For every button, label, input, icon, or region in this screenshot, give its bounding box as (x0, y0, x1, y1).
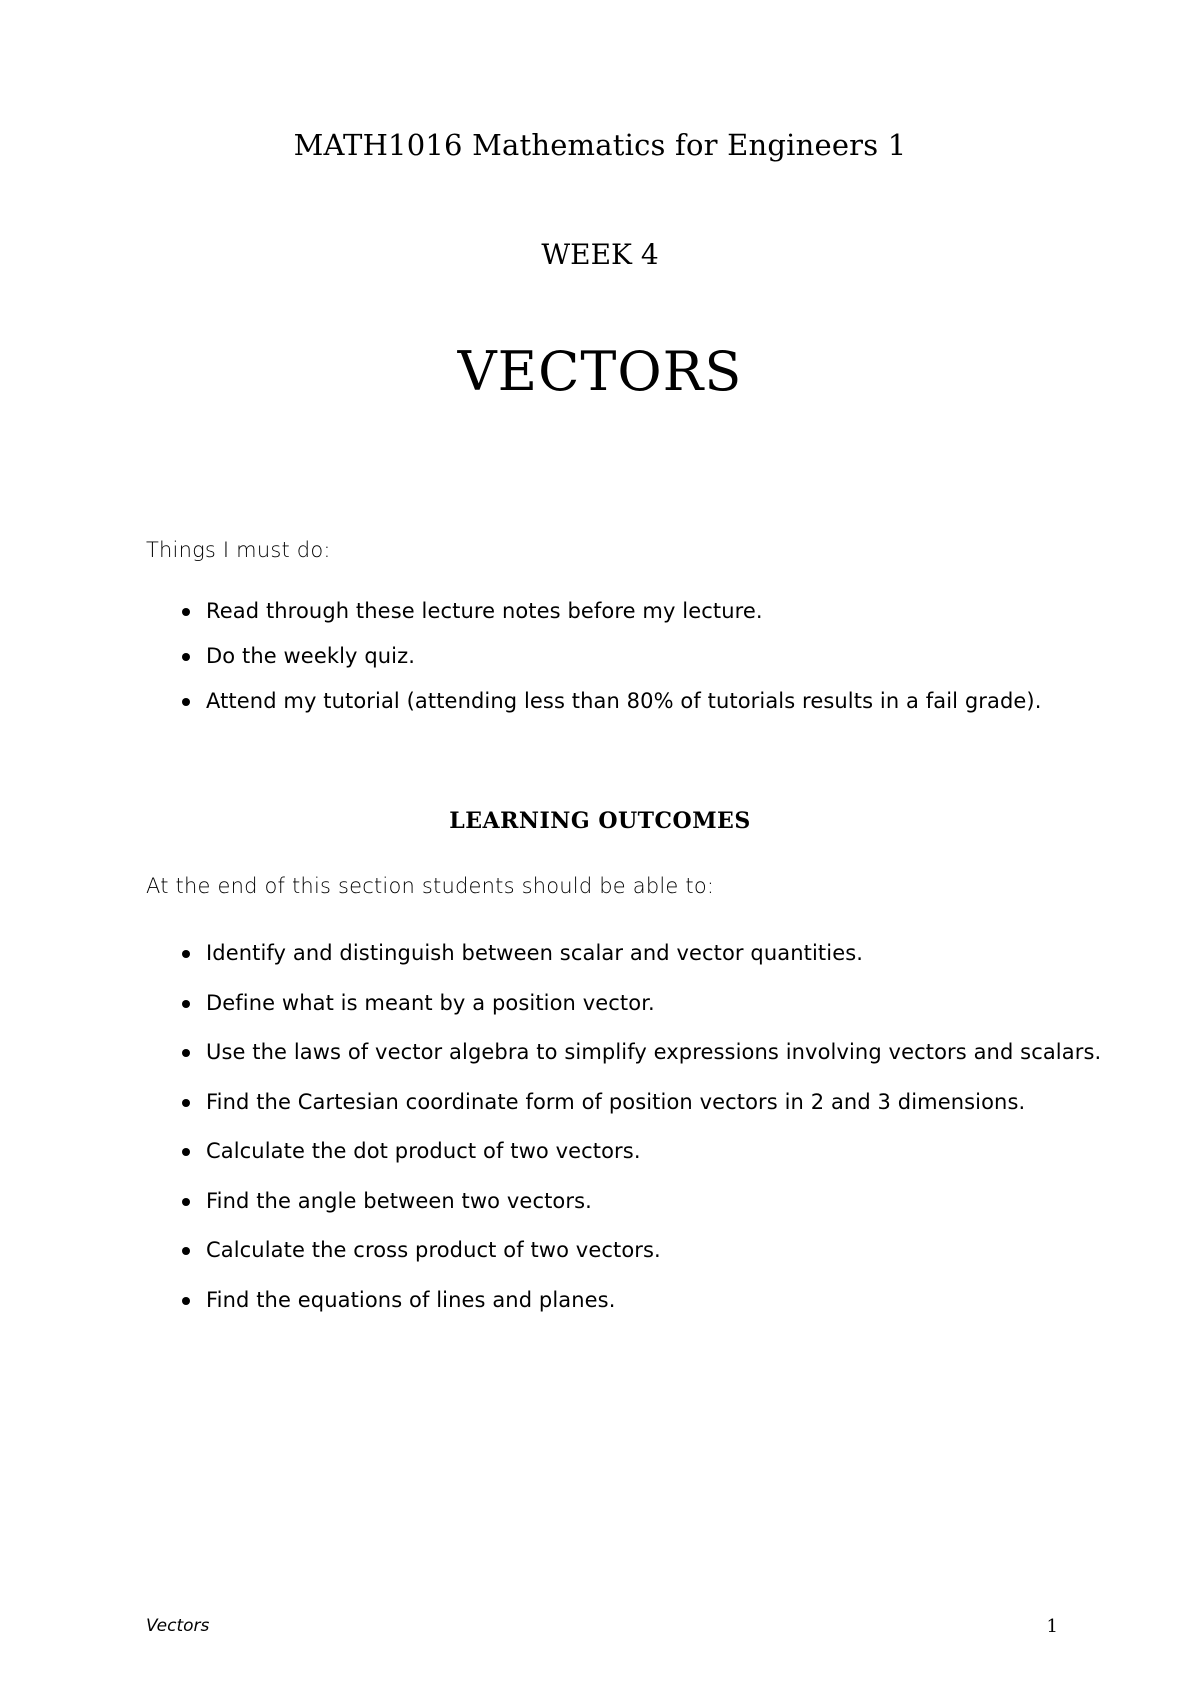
bullet-icon (182, 1297, 190, 1305)
tasks-intro: Things I must do: (146, 538, 331, 562)
topic-title: VECTORS (457, 340, 743, 403)
list-item-text: Find the equations of lines and planes. (206, 1287, 616, 1312)
week-label: WEEK 4 (541, 238, 659, 271)
bullet-icon (182, 1148, 190, 1156)
list-item (180, 1285, 1101, 1335)
list-item-text: Find the Cartesian coordinate form of position vectors in 2 and 3 dimensions. (206, 1089, 1026, 1114)
bullet-icon (182, 1198, 190, 1206)
bullet-icon (182, 698, 190, 706)
list-item-text: Use the laws of vector algebra to simplify expressions involving vectors and scalars. (206, 1040, 1102, 1064)
course-title: MATH1016 Mathematics for Engineers 1 (293, 128, 907, 162)
bullet-icon (182, 1000, 190, 1008)
list-item-text: Calculate the dot product of two vectors. (206, 1139, 641, 1163)
outcomes-intro: At the end of this section students should be able to: (146, 874, 715, 898)
list-item-text: Do the weekly quiz. (206, 644, 416, 668)
bullet-icon (182, 1099, 190, 1107)
learning-outcomes-heading: LEARNING OUTCOMES (449, 808, 751, 834)
bullet-icon (182, 1247, 190, 1255)
tasks-list (180, 596, 1042, 731)
bullet-icon (182, 608, 190, 616)
list-item-text: Read through these lecture notes before my lecture. (206, 599, 763, 623)
bullet-icon (182, 950, 190, 958)
list-item (180, 1186, 1101, 1236)
list-item (180, 1087, 1101, 1137)
outcomes-list (180, 938, 1101, 1334)
list-item-text: Identify and distinguish between scalar and vector quantities. (206, 941, 864, 965)
list-item-text: Attend my tutorial (attending less than 80% of tutorials results in a fail grade). (206, 689, 1042, 713)
list-item-text: Define what is meant by a position vector. (206, 990, 655, 1015)
page-number: 1 (1046, 1616, 1058, 1637)
list-item (180, 1235, 1101, 1285)
bullet-icon (182, 653, 190, 661)
footer-section-name: Vectors (146, 1616, 210, 1636)
list-item-text: Find the angle between two vectors. (206, 1188, 592, 1213)
list-item (180, 1037, 1101, 1087)
list-item (180, 596, 1042, 641)
list-item (180, 938, 1101, 988)
list-item (180, 686, 1042, 731)
list-item-text: Calculate the cross product of two vectors. (206, 1238, 661, 1262)
list-item (180, 1136, 1101, 1186)
bullet-icon (182, 1049, 190, 1057)
list-item (180, 641, 1042, 686)
list-item (180, 988, 1101, 1038)
